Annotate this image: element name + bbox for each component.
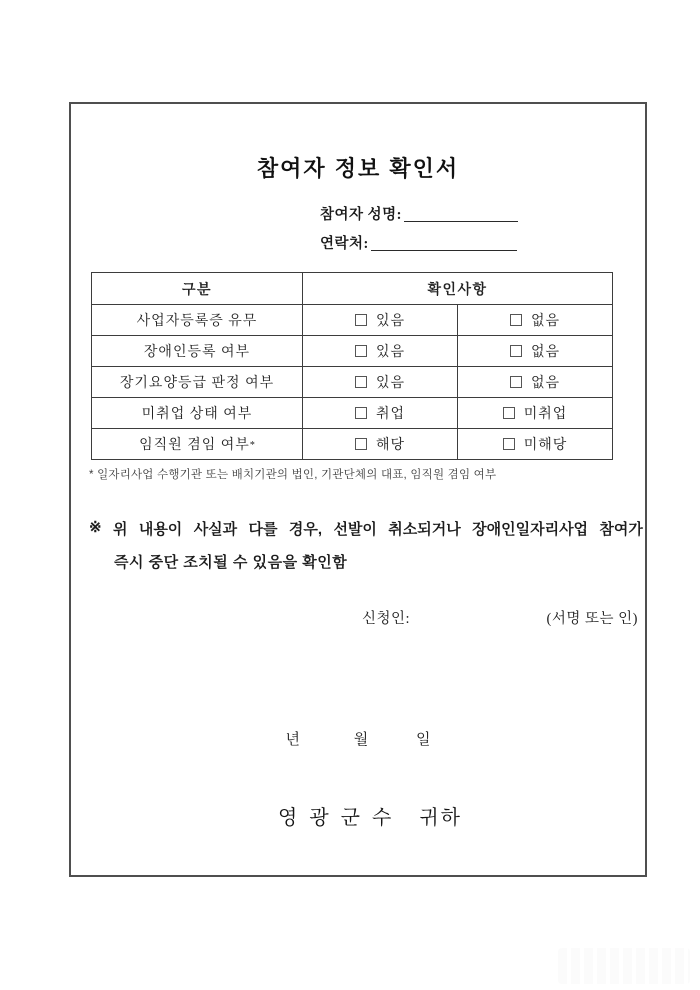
table-header-row <box>92 273 613 305</box>
table-row <box>92 398 613 429</box>
checkbox-icon[interactable] <box>355 376 367 388</box>
contact-input-line[interactable] <box>371 235 517 251</box>
recipient-name: 영 광 군 수 <box>278 807 394 829</box>
signature-hint: (서명 또는 인) <box>546 611 638 627</box>
checkbox-icon[interactable] <box>355 345 367 357</box>
checkbox-icon[interactable] <box>510 345 522 357</box>
notice-line-2: 즉시 중단 조치될 수 있음을 확인함 <box>114 554 348 571</box>
row-label-unemployment-status: 미취업 상태 여부 <box>92 398 303 429</box>
notice-word: 내용이 <box>138 521 183 538</box>
checkbox-icon[interactable] <box>355 314 367 326</box>
signature-row <box>71 607 645 628</box>
checkbox-icon[interactable] <box>503 407 515 419</box>
footnote-marker: * <box>249 440 255 451</box>
watermark <box>558 948 690 984</box>
confirmation-table <box>91 272 613 460</box>
table-row <box>92 336 613 367</box>
table-row <box>92 367 613 398</box>
notice-word: 취소되거나 <box>388 521 461 538</box>
option-cell <box>303 367 458 398</box>
row-label-executive-concurrent <box>92 429 303 460</box>
notice-word: 위 <box>112 521 128 538</box>
checkbox-icon[interactable] <box>503 438 515 450</box>
option-cell <box>303 398 458 429</box>
row-label-text: 임직원 겸임 여부 <box>139 438 250 453</box>
option-label: 있음 <box>375 376 406 391</box>
notice-word: 참여가 <box>599 521 643 538</box>
checkbox-icon[interactable] <box>355 438 367 450</box>
notice-word: ※ <box>89 519 102 536</box>
participant-name-field-row <box>320 203 518 223</box>
notice-word: 다를 <box>248 521 278 538</box>
recipient-line <box>71 801 645 830</box>
option-cell <box>458 305 613 336</box>
checkbox-icon[interactable] <box>510 376 522 388</box>
row-label-longterm-care-grade: 장기요양등급 판정 여부 <box>92 367 303 398</box>
row-label-business-registration: 사업자등록증 유무 <box>92 305 303 336</box>
contact-label: 연락처: <box>320 236 369 252</box>
notice-line-1 <box>89 518 643 539</box>
participant-name-label: 참여자 성명: <box>320 207 402 223</box>
option-cell <box>458 367 613 398</box>
option-cell <box>303 305 458 336</box>
option-cell <box>303 429 458 460</box>
date-line <box>71 728 645 749</box>
notice-word: 사실과 <box>193 521 238 538</box>
header-confirmation: 확인사항 <box>303 273 613 305</box>
option-label: 미해당 <box>523 438 568 453</box>
participant-name-input-line[interactable] <box>404 206 518 222</box>
contact-field-row <box>320 232 517 252</box>
notice-word: 선발이 <box>333 521 377 538</box>
option-cell <box>458 336 613 367</box>
option-label: 해당 <box>375 438 406 453</box>
option-label: 취업 <box>375 407 406 422</box>
option-label: 미취업 <box>523 407 568 422</box>
table-row <box>92 305 613 336</box>
option-label: 없음 <box>530 314 561 329</box>
recipient-honorific: 귀하 <box>419 807 462 829</box>
option-label: 있음 <box>375 345 406 360</box>
page-border-frame <box>69 102 647 877</box>
table-footnote: * 일자리사업 수행기관 또는 배치기관의 법인, 기관단체의 대표, 임직원 겸임 여부 <box>89 469 497 481</box>
table-row <box>92 429 613 460</box>
page-title: 참여자 정보 확인서 <box>256 156 460 181</box>
option-label: 없음 <box>530 376 561 391</box>
checkbox-icon[interactable] <box>355 407 367 419</box>
notice-word: 장애인일자리사업 <box>472 521 589 538</box>
header-category: 구분 <box>92 273 303 305</box>
option-label: 있음 <box>375 314 406 329</box>
option-label: 없음 <box>530 345 561 360</box>
date-year-label: 년 <box>285 732 300 748</box>
applicant-label: 신청인: <box>362 611 411 627</box>
notice-word: 경우, <box>288 521 323 538</box>
row-label-disability-registration: 장애인등록 여부 <box>92 336 303 367</box>
option-cell <box>458 398 613 429</box>
option-cell <box>303 336 458 367</box>
date-month-label: 월 <box>353 732 369 748</box>
checkbox-icon[interactable] <box>510 314 522 326</box>
date-day-label: 일 <box>416 732 431 748</box>
confirmation-notice <box>89 518 643 572</box>
option-cell <box>458 429 613 460</box>
